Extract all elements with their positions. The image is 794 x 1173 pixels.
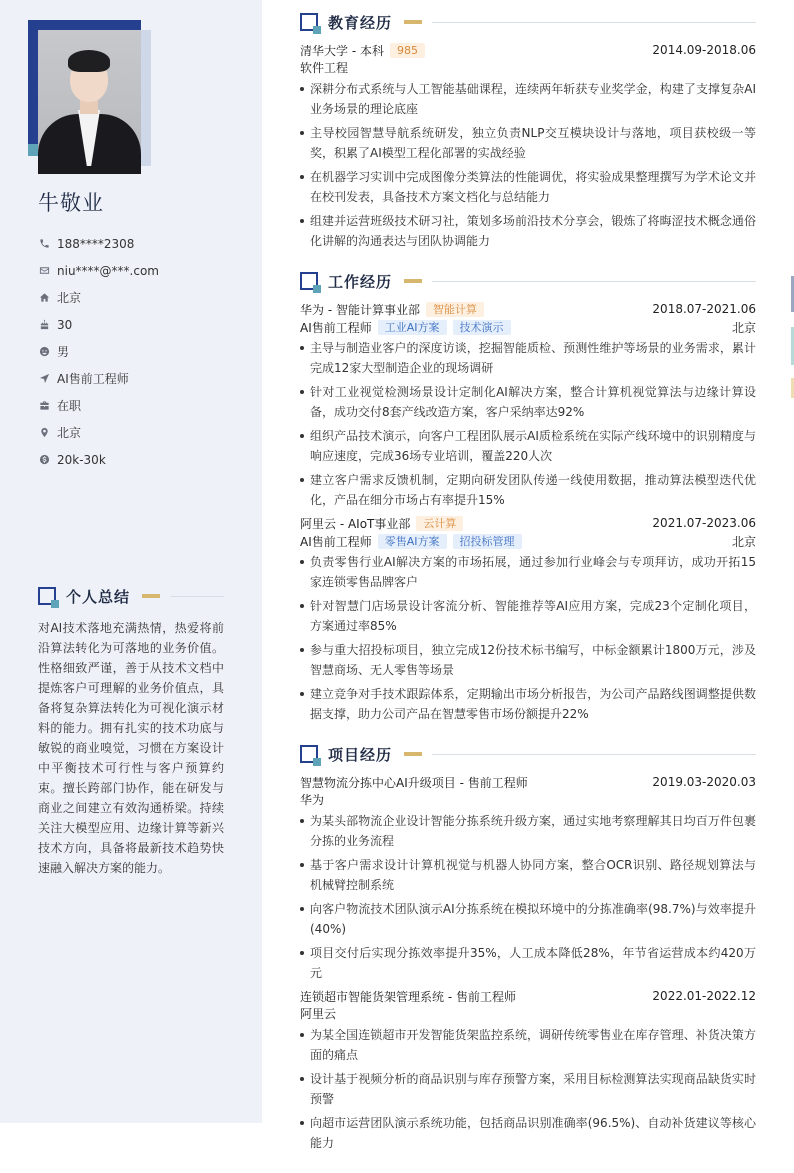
work-role-row	[300, 318, 756, 336]
work-header	[300, 271, 756, 291]
send-icon	[38, 373, 50, 385]
phone-icon	[38, 238, 50, 250]
work-date: 2018.07-2021.06	[652, 302, 756, 316]
list-item: 为某全国连锁超市开发智能货架监控系统，调研传统零售业在库存管理、补货决策方面的痛点	[300, 1025, 756, 1065]
work-title: 工作经历	[328, 272, 393, 291]
status-text: 在职	[57, 399, 82, 413]
info-age	[38, 311, 159, 338]
education-title: 教育经历	[328, 13, 393, 32]
briefcase-icon	[38, 400, 50, 412]
project-org: 华为	[300, 793, 325, 807]
gender-text: 男	[57, 345, 70, 359]
main-content	[300, 12, 756, 1173]
hometown-text: 北京	[57, 291, 82, 305]
location-pin-icon	[38, 427, 50, 439]
work-entry-header	[300, 300, 756, 318]
project-entry	[300, 987, 756, 1153]
education-section	[300, 12, 756, 251]
project-date: 2019.03-2020.03	[652, 775, 756, 789]
section-divider	[432, 754, 756, 755]
list-item: 组织产品技术演示，向客户工程团队展示AI质检系统在实际产线环境中的识别精度与响应速度，完成36场专业培训，覆盖220人次	[300, 426, 756, 466]
skill-tag: 工业AI方案	[378, 320, 447, 335]
location-text: 北京	[57, 426, 82, 440]
projects-section	[300, 744, 756, 1153]
section-divider	[432, 281, 756, 282]
skill-tag: 招投标管理	[453, 534, 522, 549]
avatar	[38, 30, 141, 166]
info-position	[38, 365, 159, 392]
sidebar	[0, 0, 262, 1123]
work-role-row	[300, 532, 756, 550]
contact-info-list	[38, 230, 159, 473]
project-org: 阿里云	[300, 1007, 337, 1021]
list-item: 针对工业视觉检测场景设计定制化AI解决方案，整合计算机视觉算法与边缘计算设备，成功交付8套产线改造方案，客户采纳率达92%	[300, 382, 756, 422]
position-text: AI售前工程师	[57, 372, 129, 386]
list-item: 主导与制造业客户的深度访谈，挖掘智能质检、预测性维护等场景的业务需求，累计完成12家大型制造企业的现场调研	[300, 338, 756, 378]
education-major: 软件工程	[300, 61, 349, 75]
info-status	[38, 392, 159, 419]
summary-section	[38, 586, 224, 878]
age-text: 30	[57, 317, 73, 332]
section-square-icon	[300, 745, 318, 763]
list-item: 深耕分布式系统与人工智能基础课程，连续两年斩获专业奖学金，构建了支撑复杂AI业务场景的理论底座	[300, 79, 756, 119]
school-tag: 985	[390, 43, 425, 58]
project-entry	[300, 773, 756, 983]
list-item: 针对智慧门店场景设计客流分析、智能推荐等AI应用方案，完成23个定制化项目，方案通过率85%	[300, 596, 756, 636]
skill-tag: 零售AI方案	[378, 534, 447, 549]
list-item: 主导校园智慧导航系统研发，独立负责NLP交互模块设计与落地，项目获校级一等奖，积累了AI模型工程化部署的实战经验	[300, 123, 756, 163]
photo-decoration-teal	[28, 144, 38, 156]
list-item: 为某头部物流企业设计智能分拣系统升级方案，通过实地考察理解其日均百万件包裹分拣的业务流程	[300, 811, 756, 851]
info-salary	[38, 446, 159, 473]
email-text: niu****@***.com	[57, 263, 159, 278]
list-item: 建立竞争对手技术跟踪体系，定期输出市场分析报告，为公司产品路线图调整提供数据支撑，助力公司产品在智慧零售市场份额提升22%	[300, 684, 756, 724]
list-item: 项目交付后实现分拣效率提升35%，人工成本降低28%，年节省运营成本约420万元	[300, 943, 756, 983]
section-divider	[432, 22, 756, 23]
list-item: 建立客户需求反馈机制，定期向研发团队传递一线使用数据，推动算法模型迭代优化，产品在细分市场占有率提升15%	[300, 470, 756, 510]
phone-text: 188****2308	[57, 236, 135, 251]
list-item: 向超市运营团队演示系统功能，包括商品识别准确率(96.5%)、自动补货建议等核心能力	[300, 1113, 756, 1153]
projects-title: 项目经历	[328, 745, 393, 764]
salary-text: 20k-30k	[57, 452, 106, 467]
home-icon	[38, 292, 50, 304]
job-role: AI售前工程师	[300, 534, 372, 549]
project-bullets	[300, 811, 756, 983]
work-entry	[300, 300, 756, 510]
project-name: 智慧物流分拣中心AI升级项目 - 售前工程师	[300, 775, 528, 790]
section-divider	[170, 596, 224, 597]
projects-header	[300, 744, 756, 764]
list-item: 参与重大招投标项目，独立完成12份技术标书编写，中标金额累计1800万元，涉及智慧商场、无人零售等场景	[300, 640, 756, 680]
project-bullets	[300, 1025, 756, 1153]
work-entry-header	[300, 514, 756, 532]
work-city: 北京	[731, 320, 756, 335]
company-name: 华为 - 智能计算事业部	[300, 302, 420, 317]
section-square-icon	[300, 13, 318, 31]
info-home	[38, 284, 159, 311]
list-item: 设计基于视频分析的商品识别与库存预警方案，采用目标检测算法实现商品缺货实时预警	[300, 1069, 756, 1109]
section-accent-bar	[404, 20, 422, 24]
summary-title: 个人总结	[66, 587, 131, 606]
project-entry-header	[300, 987, 756, 1005]
company-tag: 云计算	[416, 516, 463, 531]
education-header	[300, 12, 756, 32]
work-entry	[300, 514, 756, 724]
summary-text: 对AI技术落地充满热情，热爱将前沿算法转化为可落地的业务价值。性格细致严谨，善于从技术文档中提炼客户可理解的业务价值点，具备将复杂算法转化为可视化演示材料的能力。拥有扎实的技术功底与敏锐的商业嗅觉，习惯在方案设计中平衡技术可行性与客户预算约束。擅长跨部门协作，能在研发与商业之间建立有效沟通桥梁。持续关注大模型应用、边缘计算等新兴技术方向，具备将最新技术趋势快速融入解决方案的能力。	[38, 621, 224, 875]
job-role: AI售前工程师	[300, 320, 372, 335]
cake-icon	[38, 319, 50, 331]
candidate-name: 牛敬业	[38, 191, 104, 215]
salary-icon	[38, 454, 50, 466]
work-bullets	[300, 552, 756, 724]
project-date: 2022.01-2022.12	[652, 989, 756, 1003]
section-accent-bar	[142, 594, 160, 598]
list-item: 在机器学习实训中完成图像分类算法的性能调优，将实验成果整理撰写为学术论文并在校刊发表，具备技术方案文档化与总结能力	[300, 167, 756, 207]
skill-tag: 技术演示	[453, 320, 511, 335]
company-name: 阿里云 - AIoT事业部	[300, 516, 411, 531]
section-square-icon	[38, 587, 56, 605]
email-icon	[38, 265, 50, 277]
education-entry-header	[300, 41, 756, 59]
education-bullets	[300, 79, 756, 251]
section-accent-bar	[404, 279, 422, 283]
work-date: 2021.07-2023.06	[652, 516, 756, 530]
summary-header	[38, 586, 224, 606]
company-tag: 智能计算	[426, 302, 484, 317]
school-name: 清华大学 - 本科	[300, 43, 384, 58]
info-gender	[38, 338, 159, 365]
section-square-icon	[300, 272, 318, 290]
work-section	[300, 271, 756, 724]
list-item: 向客户物流技术团队演示AI分拣系统在模拟环境中的分拣准确率(98.7%)与效率提升(40%)	[300, 899, 756, 939]
info-phone	[38, 230, 159, 257]
info-email	[38, 257, 159, 284]
work-city: 北京	[731, 534, 756, 549]
profile-photo-frame	[28, 20, 152, 166]
project-name: 连锁超市智能货架管理系统 - 售前工程师	[300, 989, 516, 1004]
list-item: 组建并运营班级技术研习社，策划多场前沿技术分享会，锻炼了将晦涩技术概念通俗化讲解的沟通表达与团队协调能力	[300, 211, 756, 251]
section-accent-bar	[404, 752, 422, 756]
education-date: 2014.09-2018.06	[652, 43, 756, 57]
project-entry-header	[300, 773, 756, 791]
list-item: 基于客户需求设计计算机视觉与机器人协同方案，整合OCR识别、路径规划算法与机械臂控制系统	[300, 855, 756, 895]
info-location	[38, 419, 159, 446]
list-item: 负责零售行业AI解决方案的市场拓展，通过参加行业峰会与专项拜访，成功开拓15家连锁零售品牌客户	[300, 552, 756, 592]
gender-icon	[38, 346, 50, 358]
work-bullets	[300, 338, 756, 510]
